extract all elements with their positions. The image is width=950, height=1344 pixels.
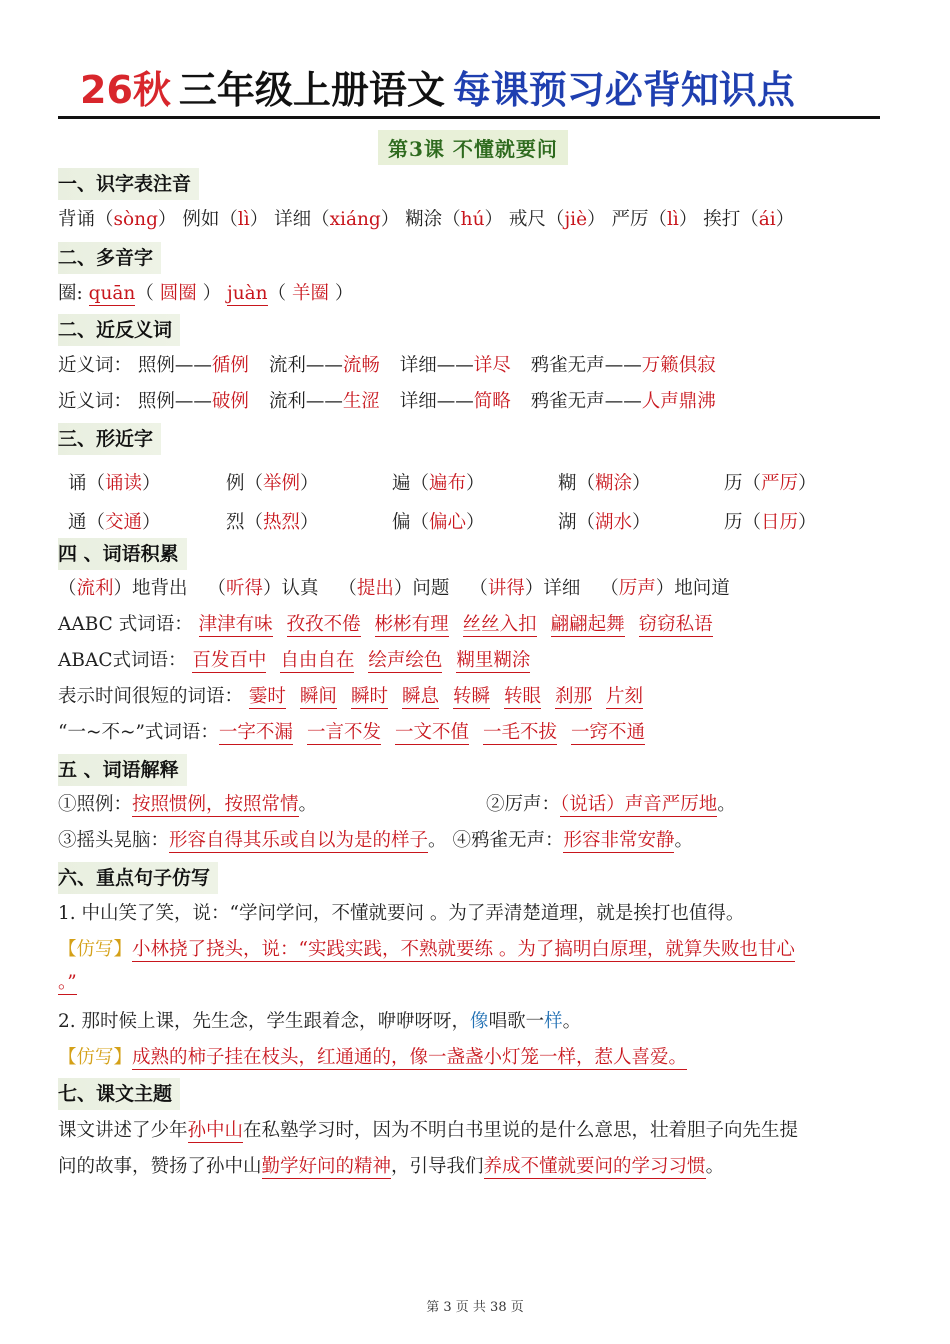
word: 详细 <box>399 391 437 412</box>
word: 破例 <box>211 391 249 412</box>
short-time-row: 表示时间很短的词语： 霎时 瞬间 瞬时 瞬息 转瞬 转眼 刹那 片刻 <box>58 686 644 707</box>
similar-char-item: 诵（诵读） <box>68 473 161 494</box>
synonym-row <box>58 353 716 379</box>
page-title <box>58 64 880 119</box>
title-grade: 三年级上册语文 <box>178 68 445 112</box>
imitation-1-end: 。” <box>58 972 77 993</box>
pinyin: ái <box>758 209 776 230</box>
section-heading-explanation: 五 、词语解释 <box>58 754 187 786</box>
title-subject: 每课预习必背知识点 <box>452 68 795 112</box>
similar-char-item: 遍（遍布） <box>392 473 485 494</box>
polyphone-row: 圈: quān（ 圆圈 ） juàn（ 羊圈 ） <box>58 283 354 304</box>
explanation-3: ③摇头晃脑：形容自得其乐或自以为是的样子。 ④鸦雀无声：形容非常安静。 <box>58 830 693 851</box>
word: 挨打 <box>703 209 741 230</box>
page-number: 第 3 页 共 38 页 <box>426 1300 524 1315</box>
word: 鸦雀无声 <box>530 391 605 412</box>
pinyin: quān <box>88 283 136 304</box>
pinyin: hú <box>460 209 485 230</box>
section-heading-similar-chars: 三、形近字 <box>58 423 161 455</box>
yibu-row: “一~不~”式词语：一字不漏 一言不发 一文不值 一毛不拔 一窍不通 <box>58 722 645 743</box>
word: 羊圈 <box>292 283 330 304</box>
dash: —— <box>305 391 343 412</box>
pinyin: lì <box>666 209 679 230</box>
word: 简略 <box>473 391 511 412</box>
dash: —— <box>174 391 212 412</box>
theme-line-1: 课文讲述了少年孙中山在私塾学习时，因为不明白书里说的是什么意思，壮着胆子向先生提 <box>58 1120 799 1141</box>
dash: —— <box>604 355 642 376</box>
word: 生涩 <box>342 391 380 412</box>
word: 流利 <box>268 355 306 376</box>
explanation-1: ①照例：按照惯例，按照常情。 <box>58 794 318 815</box>
word: 背诵 <box>58 209 96 230</box>
sentence-1: 1. 中山笑了笑，说：“学问学问，不懂就要问 。为了弄清楚道理，就是挨打也值得。 <box>58 903 745 924</box>
dash: —— <box>436 355 474 376</box>
fill-row: （流利）地背出 （听得）认真 （提出）问题 （讲得）详细 （厉声）地问道 <box>58 578 730 599</box>
aabc-row: AABC 式词语： 津津有味 孜孜不倦 彬彬有理 丝丝入扣 翩翩起舞 窃窃私语 <box>58 614 713 635</box>
row-label: 近义词： <box>58 355 133 376</box>
pinyin: jiè <box>564 209 588 230</box>
section-heading-polyphone: 二、多音字 <box>58 242 161 274</box>
dash: —— <box>436 391 474 412</box>
row-label: 近义词： <box>58 391 133 412</box>
dash: —— <box>174 355 212 376</box>
section-heading-pinyin: 一、识字表注音 <box>58 168 199 200</box>
dash: —— <box>604 391 642 412</box>
similar-char-item: 湖（湖水） <box>558 512 651 533</box>
word: 鸦雀无声 <box>530 355 605 376</box>
word: 详细 <box>274 209 312 230</box>
antonym-row <box>58 389 716 415</box>
imitation-2: 【仿写】成熟的柿子挂在枝头，红通通的，像一盏盏小灯笼一样，惹人喜爱。 <box>58 1047 688 1068</box>
theme-line-2: 问的故事，赞扬了孙中山勤学好问的精神，引导我们养成不懂就要问的学习习惯。 <box>58 1156 725 1177</box>
word: 糊涂 <box>405 209 443 230</box>
imitation-1: 【仿写】小林挠了挠头，说：“实践实践，不熟就要练 。为了搞明白原理，就算失败也甘心 <box>58 939 795 960</box>
word: 循例 <box>211 355 249 376</box>
word: 人声鼎沸 <box>641 391 716 412</box>
word: 详尽 <box>473 355 511 376</box>
word: 圆圈 <box>159 283 197 304</box>
word: 戒尺 <box>508 209 546 230</box>
word: 例如 <box>182 209 220 230</box>
pinyin: sòng <box>113 209 158 230</box>
section-heading-synonyms: 二、近反义词 <box>58 314 180 346</box>
polyphone-char: 圈: <box>58 283 83 304</box>
lesson-title: 第3课 不懂就要问 <box>378 130 568 165</box>
section-heading-imitation: 六、重点句子仿写 <box>58 862 218 894</box>
explanation-2: ②厉声：（说话）声音严厉地。 <box>486 794 736 815</box>
title-year: 26秋 <box>80 68 171 112</box>
word: 万籁俱寂 <box>641 355 716 376</box>
pinyin: lì <box>237 209 250 230</box>
word: 详细 <box>399 355 437 376</box>
similar-char-item: 偏（偏心） <box>392 512 485 533</box>
word: 流畅 <box>342 355 380 376</box>
similar-char-item: 通（交通） <box>68 512 161 533</box>
word: 照例 <box>137 391 175 412</box>
similar-char-item: 历（严厉） <box>724 473 817 494</box>
pinyin: xiáng <box>329 209 381 230</box>
similar-char-item: 糊（糊涂） <box>558 473 651 494</box>
pinyin-row: 背诵（sòng） 例如（lì） 详细（xiáng） 糊涂（hú） 戒尺（jiè） 严厉（lì） 挨打（ái） <box>58 209 795 230</box>
section-heading-vocab: 四 、词语积累 <box>58 538 187 570</box>
word: 严厉 <box>611 209 649 230</box>
similar-char-item: 历（日历） <box>724 512 817 533</box>
similar-char-item: 例（举例） <box>226 473 319 494</box>
pinyin: juàn <box>227 283 268 304</box>
word: 照例 <box>137 355 175 376</box>
dash: —— <box>305 355 343 376</box>
similar-char-item: 烈（热烈） <box>226 512 319 533</box>
word: 流利 <box>268 391 306 412</box>
abac-row: ABAC式词语： 百发百中 自由自在 绘声绘色 糊里糊涂 <box>58 650 531 671</box>
section-heading-theme: 七、课文主题 <box>58 1078 180 1110</box>
sentence-2: 2. 那时候上课，先生念，学生跟着念，咿咿呀呀，像唱歌一样。 <box>58 1011 582 1032</box>
